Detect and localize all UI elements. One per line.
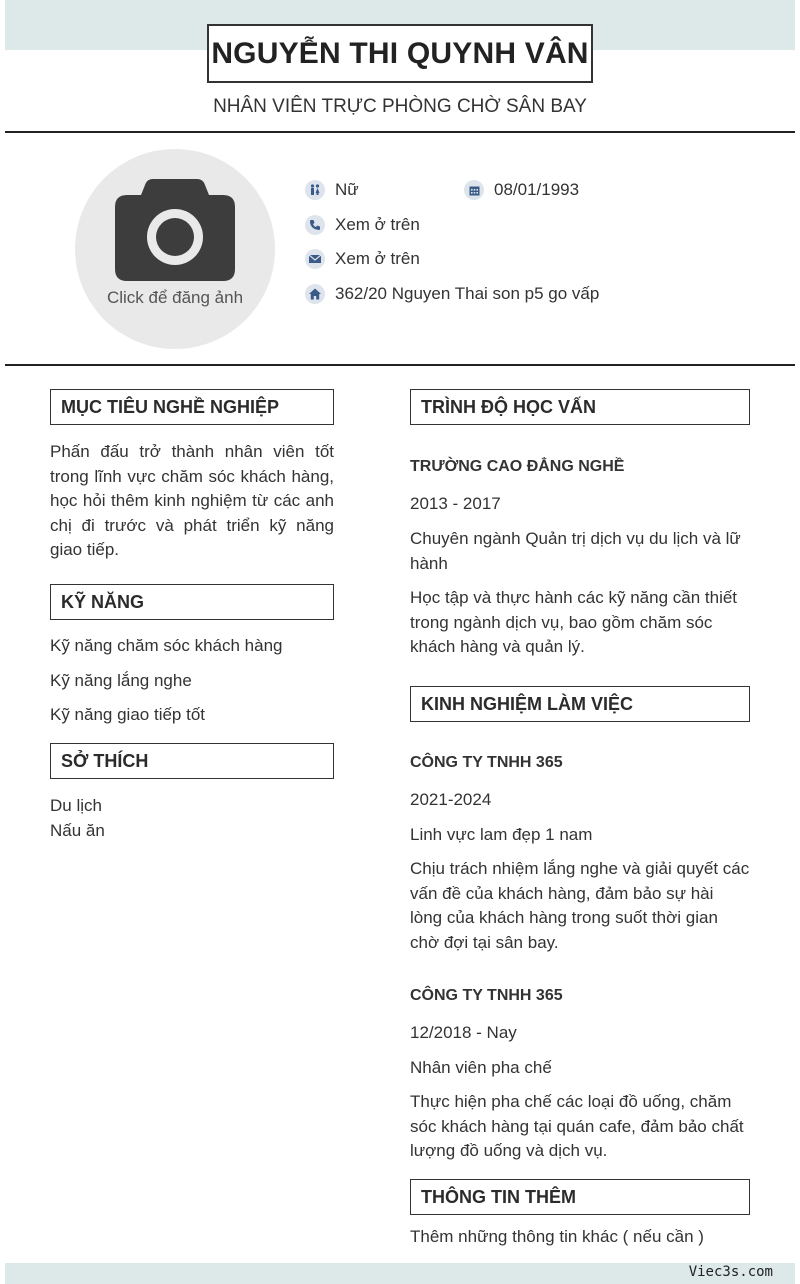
skill-item: Kỹ năng lắng nghe [50, 671, 192, 690]
contact-gender [305, 180, 359, 200]
contact-birthday [464, 180, 579, 200]
phone-value: Xem ở trên [335, 215, 420, 234]
education-heading: TRÌNH ĐỘ HỌC VẤN [410, 389, 750, 425]
divider-top [5, 131, 795, 133]
education-description: Học tập và thực hành các kỹ năng cần thiết trong ngành dịch vụ, bao gồm chăm sóc khách hàng và quản lý. [410, 588, 738, 656]
job-position: Linh vực lam đẹp 1 nam [410, 825, 593, 844]
address-value: 362/20 Nguyen Thai son p5 go vấp [335, 284, 600, 303]
phone-icon [305, 215, 325, 235]
education-major: Chuyên ngành Quản trị dịch vụ du lịch và lữ hành [410, 529, 741, 573]
objective-heading: MỤC TIÊU NGHỀ NGHIỆP [50, 389, 334, 425]
skill-item: Kỹ năng giao tiếp tốt [50, 705, 206, 724]
gender-value: Nữ [335, 180, 359, 199]
calendar-icon [464, 180, 484, 200]
contact-email [305, 249, 420, 269]
divider-middle [5, 364, 795, 366]
avatar-upload-label: Click để đăng ảnh [106, 288, 244, 307]
contact-phone [305, 215, 420, 235]
contact-address [305, 284, 599, 304]
footer-band [5, 1263, 795, 1284]
job-period: 12/2018 - Nay [410, 1023, 517, 1042]
education-period: 2013 - 2017 [410, 494, 501, 513]
extra-heading: THÔNG TIN THÊM [410, 1179, 750, 1215]
avatar-upload[interactable] [75, 149, 275, 349]
envelope-icon [305, 249, 325, 269]
watermark: Viec3s.com [688, 1264, 773, 1280]
hobbies-heading: SỞ THÍCH [50, 743, 334, 779]
hobby-item: Nấu ăn [50, 821, 105, 840]
job-title: NHÂN VIÊN TRỰC PHÒNG CHỜ SÂN BAY [213, 96, 587, 117]
email-value: Xem ở trên [335, 249, 420, 268]
company-name: CÔNG TY TNHH 365 [410, 754, 563, 771]
extra-text: Thêm những thông tin khác ( nếu cần ) [410, 1227, 704, 1246]
school-name: TRƯỜNG CAO ĐẲNG NGHỀ [410, 458, 625, 475]
home-icon [305, 284, 325, 304]
company-name: CÔNG TY TNHH 365 [410, 987, 563, 1004]
camera-icon [115, 179, 235, 283]
skill-item: Kỹ năng chăm sóc khách hàng [50, 636, 283, 655]
job-description: Thực hiện pha chế các loại đồ uống, chăm sóc khách hàng tại quán cafe, đảm bảo chất lượng đồ uống và dịch vụ. [410, 1092, 744, 1160]
job-position: Nhân viên pha chế [410, 1058, 552, 1077]
objective-text: Phấn đấu trở thành nhân viên tốt trong lĩnh vực chăm sóc khách hàng, học hỏi thêm kinh nghiệm từ các anh chị đi trước và phát triển kỹ năng giao tiếp. [50, 442, 334, 559]
job-period: 2021-2024 [410, 790, 492, 809]
job-description: Chịu trách nhiệm lắng nghe và giải quyết các vấn đề của khách hàng, đảm bảo sự hài lòng của khách hàng trong suốt thời gian chờ đợi tại sân bay. [410, 859, 750, 952]
skills-heading: KỸ NĂNG [50, 584, 334, 620]
gender-icon [305, 180, 325, 200]
candidate-name: NGUYỄN THI QUYNH VÂN [207, 24, 593, 83]
hobby-item: Du lịch [50, 796, 102, 815]
birthday-value: 08/01/1993 [494, 180, 580, 199]
experience-heading: KINH NGHIỆM LÀM VIỆC [410, 686, 750, 722]
